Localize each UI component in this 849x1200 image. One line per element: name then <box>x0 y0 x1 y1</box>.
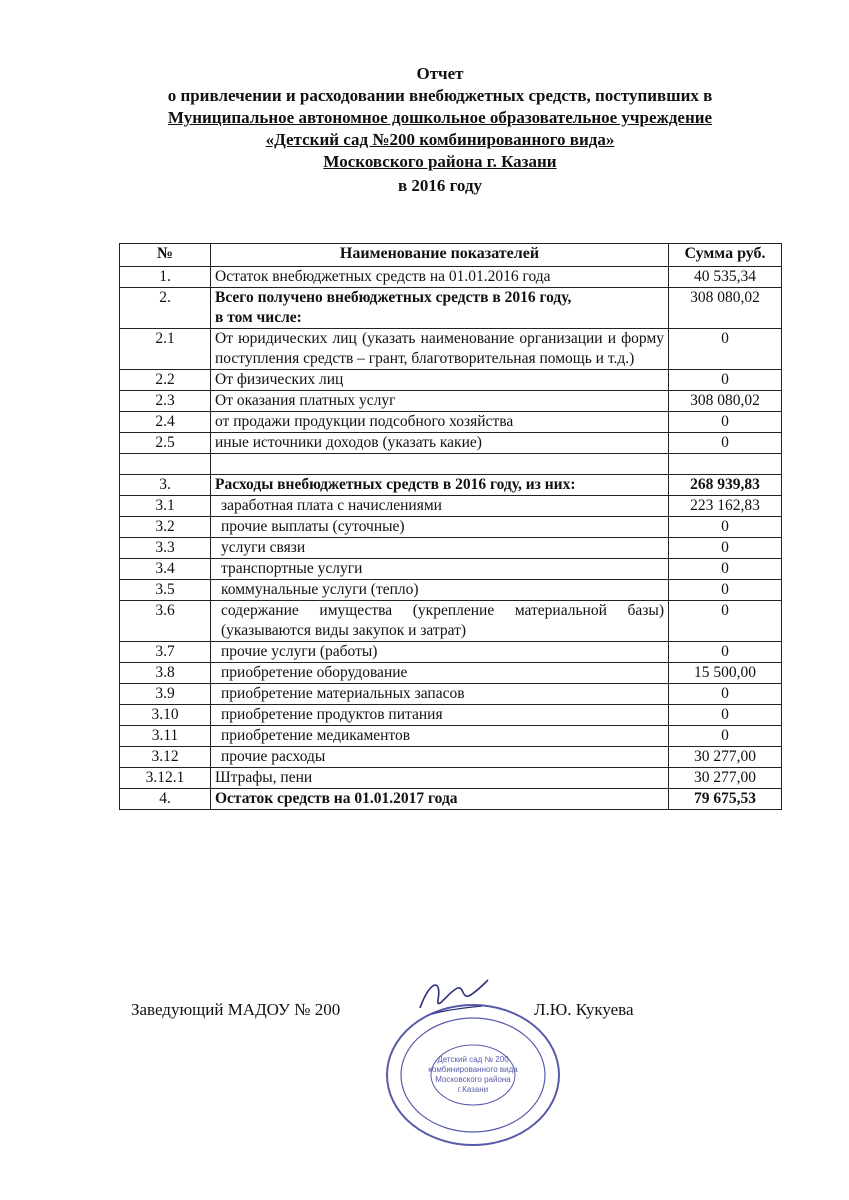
row-sum: 30 277,00 <box>669 747 782 768</box>
table-row <box>120 663 782 684</box>
row-name: услуги связи <box>211 538 669 559</box>
table-row <box>120 580 782 601</box>
row-number: 2.4 <box>120 412 211 433</box>
row-name-line: Всего получено внебюджетных средств в 2016 году, <box>215 289 572 306</box>
table-row <box>120 329 782 370</box>
row-name: содержание имущества (укрепление материальной базы) (указываются виды закупок и затрат) <box>211 601 669 642</box>
row-number: 3.5 <box>120 580 211 601</box>
row-number: 3.2 <box>120 517 211 538</box>
empty-cell <box>669 454 782 475</box>
row-sum: 0 <box>669 329 782 370</box>
report-subtitle: о привлечении и расходовании внебюджетных средств, поступивших в <box>167 86 713 105</box>
row-name: приобретение продуктов питания <box>211 705 669 726</box>
row-number: 1. <box>120 267 211 288</box>
table-row <box>120 747 782 768</box>
table-row <box>120 517 782 538</box>
svg-text:г.Казани: г.Казани <box>457 1085 489 1094</box>
row-number: 3.12.1 <box>120 768 211 789</box>
row-sum: 30 277,00 <box>669 768 782 789</box>
row-sum: 0 <box>669 705 782 726</box>
table-row <box>120 288 782 329</box>
row-number: 3.4 <box>120 559 211 580</box>
row-name: приобретение медикаментов <box>211 726 669 747</box>
row-name: прочие услуги (работы) <box>211 642 669 663</box>
row-number: 3.11 <box>120 726 211 747</box>
table-row <box>120 559 782 580</box>
row-number: 2.2 <box>120 370 211 391</box>
row-name: приобретение оборудование <box>211 663 669 684</box>
row-number: 3.7 <box>120 642 211 663</box>
row-sum: 0 <box>669 601 782 642</box>
row-name: заработная плата с начислениями <box>211 496 669 517</box>
report-table <box>119 243 782 810</box>
row-sum: 0 <box>669 684 782 705</box>
column-header-name: Наименование показателей <box>211 244 669 267</box>
row-sum: 0 <box>669 642 782 663</box>
row-name: От юридических лиц (указать наименование организации и форму поступления средств – грант, благотворительная помощь и т.д.) <box>211 329 669 370</box>
table-row <box>120 267 782 288</box>
table-row <box>120 391 782 412</box>
row-name: приобретение материальных запасов <box>211 684 669 705</box>
row-sum: 79 675,53 <box>669 789 782 810</box>
table-row <box>120 496 782 517</box>
table-row <box>120 684 782 705</box>
row-name: прочие выплаты (суточные) <box>211 517 669 538</box>
row-number: 4. <box>120 789 211 810</box>
row-sum: 0 <box>669 538 782 559</box>
row-sum: 308 080,02 <box>669 288 782 329</box>
table-row <box>120 726 782 747</box>
table-row <box>120 433 782 454</box>
row-name: Остаток средств на 01.01.2017 года <box>211 789 669 810</box>
row-sum: 0 <box>669 517 782 538</box>
row-name: иные источники доходов (указать какие) <box>211 433 669 454</box>
table-row <box>120 705 782 726</box>
row-sum: 223 162,83 <box>669 496 782 517</box>
row-name: от продажи продукции подсобного хозяйства <box>211 412 669 433</box>
row-sum: 40 535,34 <box>669 267 782 288</box>
table-empty-row <box>120 454 782 475</box>
table-row <box>120 475 782 496</box>
empty-cell <box>120 454 211 475</box>
row-name <box>211 288 669 329</box>
row-number: 3.1 <box>120 496 211 517</box>
table-row <box>120 768 782 789</box>
row-name: Расходы внебюджетных средств в 2016 году, из них: <box>211 475 669 496</box>
table-row <box>120 412 782 433</box>
row-number: 3.8 <box>120 663 211 684</box>
signer-position: Заведующий МАДОУ № 200 <box>131 1000 341 1019</box>
column-header-number: № <box>120 244 211 267</box>
row-number: 3.12 <box>120 747 211 768</box>
table-row <box>120 642 782 663</box>
table-header-row <box>120 244 782 267</box>
table-row <box>120 538 782 559</box>
row-number: 3.9 <box>120 684 211 705</box>
empty-cell <box>211 454 669 475</box>
row-number: 3. <box>120 475 211 496</box>
row-number: 2.3 <box>120 391 211 412</box>
row-sum: 268 939,83 <box>669 475 782 496</box>
row-number: 2.5 <box>120 433 211 454</box>
column-header-sum: Сумма руб. <box>669 244 782 267</box>
row-sum: 0 <box>669 433 782 454</box>
row-name: Штрафы, пени <box>211 768 669 789</box>
table-row <box>120 601 782 642</box>
institution-name: Муниципальное автономное дошкольное образовательное учреждение <box>167 108 713 127</box>
row-name: транспортные услуги <box>211 559 669 580</box>
svg-text:комбинированного вида: комбинированного вида <box>428 1065 518 1074</box>
district-name: Московского района г. Казани <box>323 152 557 171</box>
official-stamp <box>383 1000 563 1150</box>
row-number: 2.1 <box>120 329 211 370</box>
row-number: 3.3 <box>120 538 211 559</box>
row-name: От физических лиц <box>211 370 669 391</box>
table-row <box>120 789 782 810</box>
report-title: Отчет <box>416 64 464 83</box>
row-sum: 0 <box>669 370 782 391</box>
svg-text:Детский сад № 200: Детский сад № 200 <box>437 1055 509 1064</box>
report-year: в 2016 году <box>397 176 483 195</box>
table-row <box>120 370 782 391</box>
row-name: коммунальные услуги (тепло) <box>211 580 669 601</box>
row-name-line: в том числе: <box>215 309 302 326</box>
row-sum: 0 <box>669 559 782 580</box>
row-name: Остаток внебюджетных средств на 01.01.2016 года <box>211 267 669 288</box>
row-sum: 308 080,02 <box>669 391 782 412</box>
row-name: прочие расходы <box>211 747 669 768</box>
report-header <box>100 63 780 197</box>
row-sum: 0 <box>669 580 782 601</box>
signer-name: Л.Ю. Кукуева <box>534 1000 634 1019</box>
kindergarten-name: «Детский сад №200 комбинированного вида» <box>265 130 615 149</box>
row-sum: 0 <box>669 726 782 747</box>
row-sum: 0 <box>669 412 782 433</box>
row-number: 3.6 <box>120 601 211 642</box>
row-sum: 15 500,00 <box>669 663 782 684</box>
row-number: 3.10 <box>120 705 211 726</box>
row-number: 2. <box>120 288 211 329</box>
svg-text:Московского района: Московского района <box>435 1075 511 1084</box>
row-name: От оказания платных услуг <box>211 391 669 412</box>
